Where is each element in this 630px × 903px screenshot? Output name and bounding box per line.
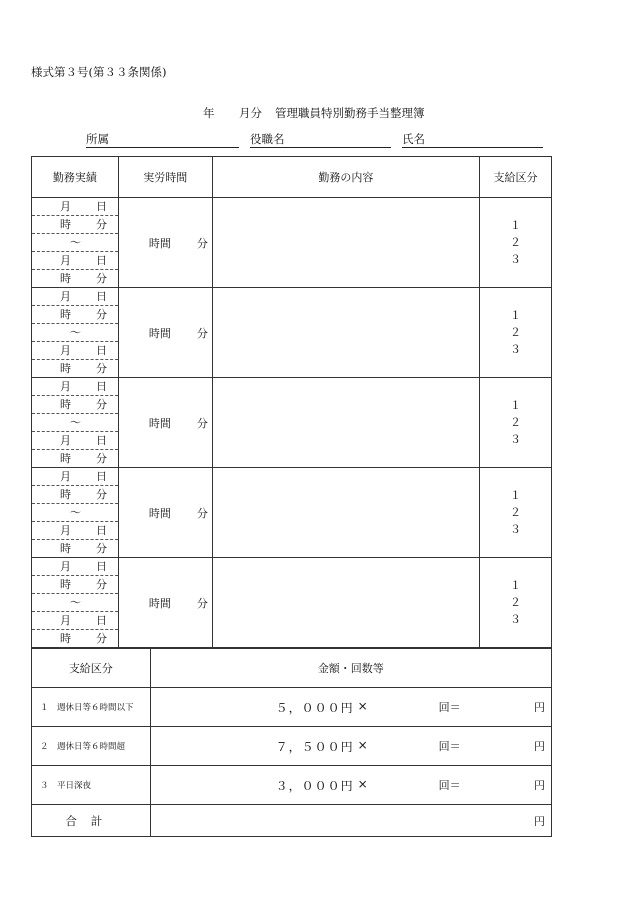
category-option: １: [510, 579, 522, 592]
header-work-record: 勤務実績: [32, 157, 119, 198]
minute-unit: 分: [96, 308, 107, 321]
pay-category-cell[interactable]: [480, 468, 552, 558]
minutes-unit: 分: [196, 597, 208, 610]
work-record-cell[interactable]: [32, 198, 119, 288]
minutes-unit: 分: [196, 327, 208, 340]
category-option: １: [510, 489, 522, 502]
pay-category-cell[interactable]: [480, 288, 552, 378]
record-line: [32, 324, 118, 342]
dept-label: 所属: [86, 132, 109, 146]
work-record-table: [31, 156, 552, 648]
record-line: [32, 576, 118, 594]
record-line: [32, 558, 118, 576]
unit-amount: ７，５００円: [275, 740, 354, 754]
record-line: [32, 216, 118, 234]
minute-unit: 分: [96, 542, 107, 555]
record-line: [32, 252, 118, 270]
payment-table: [31, 648, 552, 837]
pay-category-desc: １ 週休日等６時間以下: [32, 688, 151, 727]
minute-unit: 分: [96, 578, 107, 591]
category-option: ２: [510, 326, 522, 339]
times-mark: ×: [357, 738, 368, 752]
category-options: [480, 307, 551, 358]
table-row: [32, 558, 552, 648]
category-option: ３: [510, 253, 522, 266]
hour-unit: 時: [60, 578, 71, 591]
record-line: [32, 288, 118, 306]
record-line: [32, 432, 118, 450]
record-line: [32, 504, 118, 522]
record-line: [32, 450, 118, 467]
table-row: [32, 727, 552, 766]
work-content-cell[interactable]: [212, 288, 479, 378]
yen-unit: 円: [534, 740, 545, 753]
minute-unit: 分: [96, 632, 107, 645]
pay-category-desc: ２ 週休日等６時間超: [32, 727, 151, 766]
pay-amount-cell[interactable]: [150, 727, 551, 766]
category-option: ３: [510, 433, 522, 446]
hour-unit: 時: [60, 218, 71, 231]
month-unit: 月: [60, 434, 71, 447]
work-record-cell[interactable]: [32, 558, 119, 648]
record-line: [32, 378, 118, 396]
month-unit: 月: [60, 560, 71, 573]
hour-unit: 時: [60, 542, 71, 555]
hours-unit: 時間: [148, 327, 171, 340]
table-row: [32, 766, 552, 805]
minute-unit: 分: [96, 272, 107, 285]
hours-unit: 時間: [148, 597, 171, 610]
hour-unit: 時: [60, 362, 71, 375]
tilde-mark: ～: [70, 506, 81, 519]
month-unit: 月: [60, 470, 71, 483]
hours-unit: 時間: [148, 237, 171, 250]
actual-hours-cell[interactable]: [118, 288, 212, 378]
pay-amount-cell[interactable]: [150, 766, 551, 805]
category-option: １: [510, 309, 522, 322]
minute-unit: 分: [96, 398, 107, 411]
hours-unit: 時間: [148, 417, 171, 430]
record-line: [32, 270, 118, 287]
category-options: [480, 487, 551, 538]
table-row: [32, 198, 552, 288]
hour-unit: 時: [60, 632, 71, 645]
work-content-cell[interactable]: [212, 558, 479, 648]
month-unit: 月: [60, 614, 71, 627]
pay-category-cell[interactable]: [480, 198, 552, 288]
day-unit: 日: [96, 614, 107, 627]
record-line: [32, 612, 118, 630]
tilde-mark: ～: [70, 416, 81, 429]
day-unit: 日: [96, 200, 107, 213]
unit-amount: ３，０００円: [275, 779, 354, 793]
count-field: 回＝: [438, 779, 461, 792]
month-unit: 月: [60, 524, 71, 537]
record-line: [32, 234, 118, 252]
hour-unit: 時: [60, 488, 71, 501]
category-options: [480, 217, 551, 268]
record-line: [32, 342, 118, 360]
work-record-cell[interactable]: [32, 468, 119, 558]
person-field[interactable]: [402, 131, 543, 148]
record-line: [32, 468, 118, 486]
day-unit: 日: [96, 380, 107, 393]
record-line: [32, 630, 118, 647]
month-unit: 月: [60, 200, 71, 213]
minutes-unit: 分: [196, 237, 208, 250]
minute-unit: 分: [96, 452, 107, 465]
title-name: 管理職員特別勤務手当整理簿: [275, 106, 425, 120]
category-option: ２: [510, 596, 522, 609]
title-year: 年: [203, 106, 215, 120]
position-field[interactable]: [250, 131, 391, 148]
hour-unit: 時: [60, 308, 71, 321]
minutes-unit: 分: [196, 417, 208, 430]
actual-hours-cell[interactable]: [118, 468, 212, 558]
month-unit: 月: [60, 290, 71, 303]
record-line: [32, 522, 118, 540]
work-record-cell[interactable]: [32, 288, 119, 378]
work-table-header: [32, 157, 552, 198]
record-line: [32, 198, 118, 216]
minute-unit: 分: [96, 488, 107, 501]
minutes-unit: 分: [196, 507, 208, 520]
hours-unit: 時間: [148, 507, 171, 520]
hour-unit: 時: [60, 452, 71, 465]
category-options: [480, 397, 551, 448]
work-content-cell[interactable]: [212, 198, 479, 288]
work-record-cell[interactable]: [32, 378, 119, 468]
record-line: [32, 540, 118, 557]
category-option: ３: [510, 343, 522, 356]
day-unit: 日: [96, 470, 107, 483]
header-actual-hours: 実労時間: [118, 157, 212, 198]
tilde-mark: ～: [70, 596, 81, 609]
pay-category-desc: ３ 平日深夜: [32, 766, 151, 805]
category-option: ２: [510, 416, 522, 429]
total-row: [32, 805, 552, 837]
work-content-cell[interactable]: [212, 378, 479, 468]
total-yen-unit: 円: [534, 815, 545, 828]
header-work-content: 勤務の内容: [212, 157, 479, 198]
header-pay-category: 支給区分: [480, 157, 552, 198]
category-options: [480, 577, 551, 628]
count-field: 回＝: [438, 740, 461, 753]
month-unit: 月: [60, 344, 71, 357]
work-content-cell[interactable]: [212, 468, 479, 558]
form-number-label: 様式第３号(第３３条関係): [31, 65, 167, 79]
pay-amount-cell[interactable]: [150, 688, 551, 727]
pay-category-cell[interactable]: [480, 558, 552, 648]
title-month: 月分: [239, 106, 262, 120]
record-line: [32, 306, 118, 324]
actual-hours-cell[interactable]: [118, 558, 212, 648]
record-line: [32, 396, 118, 414]
minute-unit: 分: [96, 362, 107, 375]
tilde-mark: ～: [70, 326, 81, 339]
dept-field[interactable]: [86, 131, 239, 148]
record-line: [32, 594, 118, 612]
minute-unit: 分: [96, 218, 107, 231]
day-unit: 日: [96, 254, 107, 267]
person-label: 氏名: [402, 132, 425, 146]
yen-unit: 円: [534, 779, 545, 792]
actual-hours-cell[interactable]: [118, 378, 212, 468]
position-label: 役職名: [250, 132, 285, 146]
record-line: [32, 486, 118, 504]
day-unit: 日: [96, 434, 107, 447]
month-unit: 月: [60, 380, 71, 393]
hour-unit: 時: [60, 398, 71, 411]
table-row: [32, 688, 552, 727]
times-mark: ×: [357, 699, 368, 713]
pay-table-header: [32, 649, 552, 688]
unit-amount: ５，０００円: [275, 701, 354, 715]
day-unit: 日: [96, 524, 107, 537]
category-option: ３: [510, 523, 522, 536]
month-unit: 月: [60, 254, 71, 267]
total-label: 合計: [32, 805, 151, 837]
total-amount-cell[interactable]: [150, 805, 551, 837]
hour-unit: 時: [60, 272, 71, 285]
count-field: 回＝: [438, 701, 461, 714]
day-unit: 日: [96, 290, 107, 303]
table-row: [32, 468, 552, 558]
category-option: １: [510, 399, 522, 412]
category-option: １: [510, 219, 522, 232]
table-row: [32, 378, 552, 468]
category-option: ２: [510, 506, 522, 519]
day-unit: 日: [96, 344, 107, 357]
pay-header-category: 支給区分: [32, 649, 151, 688]
category-option: ２: [510, 236, 522, 249]
actual-hours-cell[interactable]: [118, 198, 212, 288]
table-row: [32, 288, 552, 378]
day-unit: 日: [96, 560, 107, 573]
times-mark: ×: [357, 777, 368, 791]
category-option: ３: [510, 613, 522, 626]
pay-header-amount: 金額・回数等: [150, 649, 551, 688]
record-line: [32, 414, 118, 432]
yen-unit: 円: [534, 701, 545, 714]
record-line: [32, 360, 118, 377]
pay-category-cell[interactable]: [480, 378, 552, 468]
tilde-mark: ～: [70, 236, 81, 249]
